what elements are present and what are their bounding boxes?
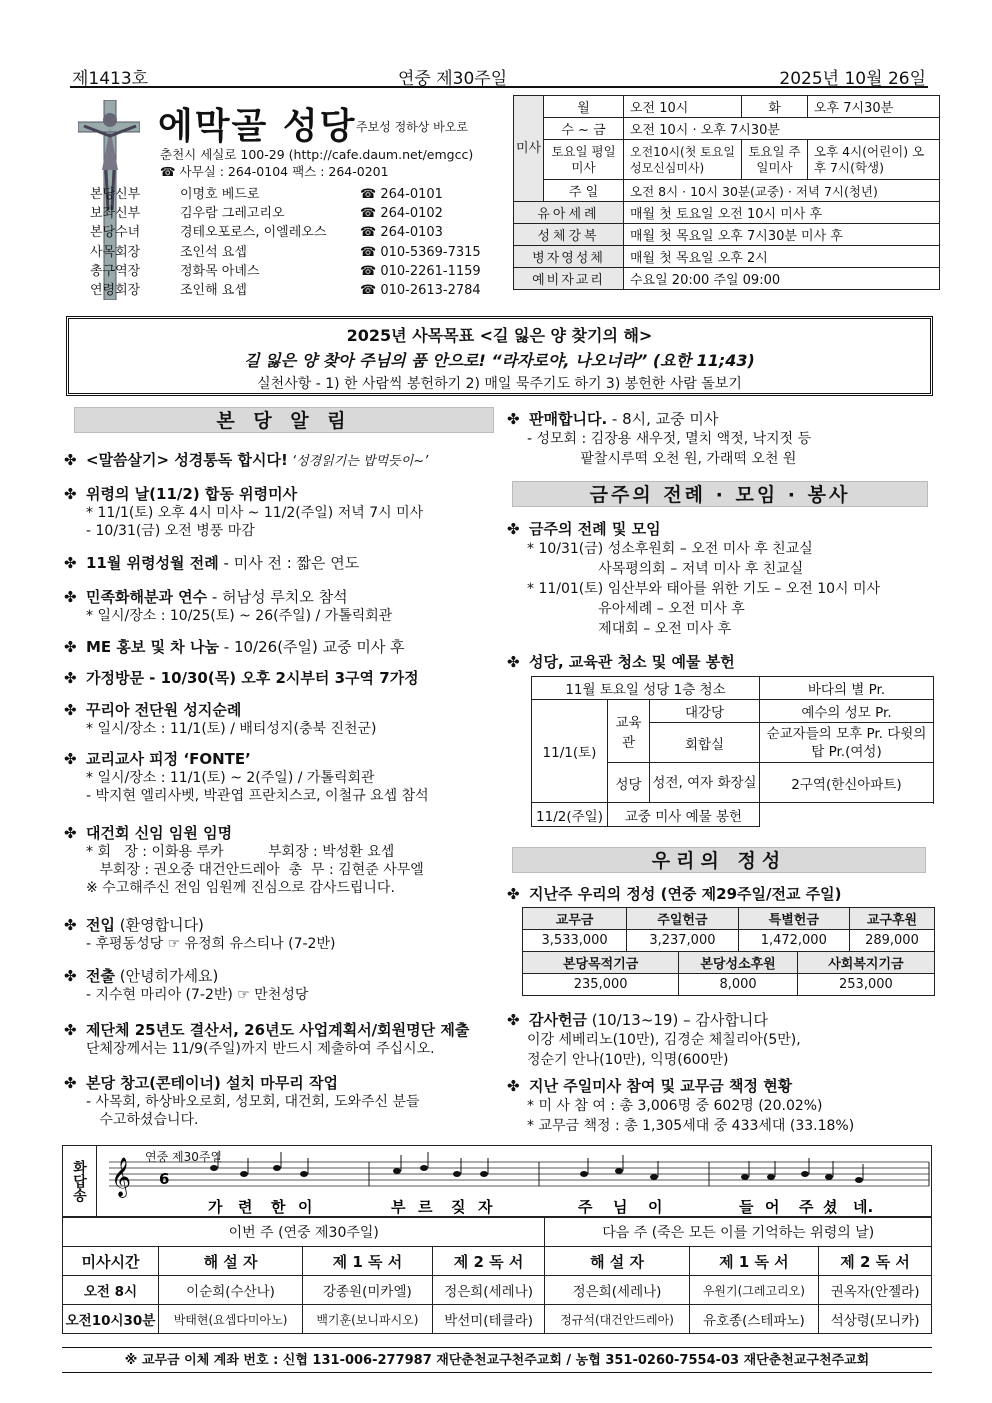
- lector-cell: 권옥자(안젤라): [819, 1276, 932, 1305]
- notice-item: [64, 1073, 494, 1129]
- parish-contact: ☎ 사무실 : 264-0104 팩스 : 264-0201: [160, 164, 389, 179]
- notice-extra: - 미사 전 : 짧은 연도: [218, 554, 360, 572]
- lyric: 한: [271, 1198, 286, 1216]
- notice-detail: - 박지현 엘리사벳, 박관엽 프란치스코, 이철규 요셉 참석: [86, 788, 429, 804]
- lyric: 어: [765, 1198, 780, 1216]
- notice-detail: * 11/01(토) 임산부와 태아를 위한 기도 – 오전 10시 미사: [527, 581, 881, 597]
- lyric: 르: [418, 1198, 433, 1216]
- cleaning-offering-label: 교중 미사 예물 봉헌: [608, 803, 760, 827]
- lector-cell: 백기훈(보니파시오): [303, 1305, 433, 1334]
- lector-cell: 우원기(그레고리오): [689, 1276, 819, 1305]
- offering-value: 253,000: [797, 974, 934, 996]
- notice-detail: - 후평동성당 ☞ 유정희 유스티나 (7-2반): [86, 936, 336, 952]
- mass-time-sun: 오전 8시 · 10시 30분(교중) · 저녁 7시(청년): [624, 180, 940, 202]
- sacrament-text: 매월 첫 토요일 오전 10시 미사 후: [624, 202, 940, 224]
- bullet-icon: ✤: [64, 669, 77, 687]
- notice-item: [64, 749, 494, 805]
- goal-practice: 실천사항 - 1) 한 사람씩 봉헌하기 2) 매일 묵주기도 하기 3) 봉헌한 사람 돌보기: [257, 376, 742, 392]
- bullet-icon: ✤: [64, 554, 77, 572]
- notice-detail: - 10/31(금) 오전 병풍 마감: [86, 523, 255, 539]
- notice-item: [507, 519, 937, 639]
- offering-value: 3,237,000: [627, 930, 738, 952]
- bullet-icon: ✤: [64, 638, 77, 656]
- lyric: 자: [478, 1198, 493, 1216]
- notice-item: [64, 587, 494, 625]
- lector-col-header: 해 설 자: [545, 1247, 689, 1276]
- lyric: 주: [799, 1198, 814, 1216]
- notice-detail: * 미 사 참 여 : 총 3,006명 중 602명 (20.02%): [527, 1098, 823, 1114]
- sacrament-text: 매월 첫 목요일 오후 2시: [624, 246, 940, 268]
- goal-motto: 길 잃은 양 찾아 주님의 품 안으로! “라자로야, 나오너라” (요한 11;43): [244, 351, 755, 370]
- notice-detail: 정순기 안나(10만), 익명(600만): [527, 1052, 729, 1068]
- lyric: 들: [739, 1198, 754, 1216]
- mass-label: 미사: [514, 96, 544, 202]
- notice-title: 11월 위령성월 전례: [86, 554, 219, 572]
- note: [615, 1168, 623, 1174]
- bullet-icon: ✤: [64, 1074, 77, 1092]
- lyric: 셨: [823, 1198, 838, 1216]
- mass-schedule-table: [513, 95, 940, 290]
- staff-row: [90, 243, 510, 262]
- offering-header: 교구후원: [849, 908, 934, 930]
- treble-clef-icon: 𝄞: [111, 1157, 132, 1197]
- bullet-icon: ✤: [64, 485, 77, 503]
- notice-title: 교리교사 피정 ‘FONTE’: [86, 750, 251, 768]
- staff-role: 총구역장: [90, 263, 141, 279]
- lector-col-header: 제 1 독 서: [689, 1247, 819, 1276]
- note: [240, 1171, 248, 1177]
- mass-time-tue: 오후 7시30분: [808, 96, 940, 118]
- notice-item: [64, 484, 494, 540]
- bulletin-header: [70, 62, 928, 88]
- note: [650, 1174, 658, 1180]
- notice-title: 판매합니다.: [529, 410, 608, 428]
- footer-account: ※ 교무금 이체 계좌 번호 : 신협 131-006-277987 재단춘천교구천주교회 / 농협 351-0260-7554-03 재단춘천교구천주교회: [62, 1347, 932, 1373]
- lyric: 주: [578, 1198, 593, 1216]
- notice-item: [64, 966, 494, 1004]
- bullet-icon: ✤: [64, 701, 77, 719]
- notice-item: [507, 652, 937, 672]
- sacrament-text: 매월 첫 목요일 오후 7시30분 미사 후: [624, 224, 940, 246]
- notice-extra: - 10/26(주일) 교중 미사 후: [219, 638, 405, 656]
- staff-role: 사목회장: [90, 244, 141, 260]
- notice-item: [64, 450, 494, 472]
- lector-col-header: 제 2 독 서: [819, 1247, 932, 1276]
- cleaning-sat-label: 11월 토요일 성당 1층 청소: [532, 677, 760, 700]
- notice-detail: - 성모회 : 김장용 새우젓, 멸치 액젓, 낙지젓 등: [527, 431, 812, 447]
- parish-patron: 주보성 정하상 바오로: [356, 120, 468, 134]
- cleaning-big-hall-value: 예수의 성모 Pr.: [760, 700, 934, 723]
- issue-number: 제1413호: [72, 69, 149, 89]
- note: [210, 1165, 218, 1171]
- staff-name: 정화목 아녜스: [180, 263, 260, 279]
- notice-item: [507, 409, 937, 469]
- notice-title: 제단체 25년도 결산서, 26년도 사업계획서/회원명단 제출: [86, 1021, 470, 1039]
- notice-extra: (안녕히가세요): [114, 967, 219, 985]
- staff-tel: ☎ 010-2261-1159: [360, 263, 481, 279]
- offering-value: 3,533,000: [523, 930, 627, 952]
- section-liturgy: 금주의 전례 · 모임 · 봉사: [512, 481, 928, 507]
- sacrament-label: 병자영성체: [514, 246, 624, 268]
- mass-time-mon: 오전 10시: [624, 96, 742, 118]
- lector-cell: 박태현(요셉다미아노): [159, 1305, 303, 1334]
- offering-header: 특별헌금: [738, 908, 849, 930]
- staff-tel: ☎ 264-0103: [360, 225, 443, 241]
- mass-day-sat: 토요일 평일미사: [544, 140, 624, 180]
- section-offering: 우리의 정성: [512, 847, 926, 873]
- note: [741, 1174, 749, 1180]
- staff-name: 김우람 그레고리오: [180, 206, 285, 222]
- notice-extra: - 8시, 교중 미사: [607, 410, 719, 428]
- notice-item: [64, 823, 494, 897]
- lyric: 이: [648, 1198, 663, 1216]
- sacrament-label: 성체강복: [514, 224, 624, 246]
- offering-value: 289,000: [849, 930, 934, 952]
- lector-cell: 강종원(미카엘): [303, 1276, 433, 1305]
- notice-detail: 유아세례 – 오전 미사 후: [527, 601, 745, 617]
- notice-detail: 사목평의회 – 저녁 미사 후 친교실: [527, 561, 804, 577]
- bullet-icon: ✤: [64, 451, 77, 469]
- staff-name: 이명호 베드로: [180, 187, 260, 202]
- cleaning-date1: 11/1(토): [532, 700, 608, 803]
- note: [300, 1171, 308, 1177]
- offering-value: 8,000: [679, 974, 797, 996]
- notice-detail: ※ 수고해주신 전임 임원께 진심으로 감사드립니다.: [86, 880, 395, 896]
- notice-item: [64, 1020, 494, 1058]
- lector-cell: 정은희(세레나): [432, 1276, 545, 1305]
- notice-detail: 수고하셨습니다.: [86, 1112, 199, 1128]
- notice-title: 금주의 전례 및 모임: [529, 520, 661, 538]
- notice-title: 전입: [86, 916, 115, 934]
- notice-detail: * 일시/장소 : 10/25(토) ~ 26(주일) / 가톨릭회관: [86, 608, 393, 624]
- notice-title: 위령의 날(11/2) 합동 위령미사: [86, 485, 298, 503]
- bullet-icon: ✤: [64, 967, 77, 985]
- note: [580, 1171, 588, 1177]
- notice-title: 성당, 교육관 청소 및 예물 봉헌: [529, 653, 735, 671]
- notice-detail: * 10/31(금) 성소후원회 – 오전 미사 후 친교실: [527, 541, 813, 557]
- staff-tel: ☎ 010-2613-2784: [360, 282, 481, 298]
- notice-detail: - 지수현 마리아 (7-2반) ☞ 만천성당: [86, 987, 309, 1003]
- notice-detail: * 일시/장소 : 11/1(토) / 배티성지(충북 진천군): [86, 721, 377, 737]
- cleaning-table: [531, 676, 934, 827]
- note: [480, 1171, 488, 1177]
- lyric: 네.: [853, 1198, 874, 1216]
- notice-item: [507, 884, 937, 904]
- mass-time-cell: 오전10시30분: [63, 1305, 159, 1334]
- staff-role: 본당수녀: [90, 225, 141, 241]
- issue-date: 2025년 10월 26일: [779, 69, 926, 89]
- cleaning-meeting-room: 회합실: [650, 723, 760, 763]
- staff-tel: ☎ 010-5369-7315: [360, 244, 481, 260]
- notice-extra: (환영합니다): [114, 916, 204, 934]
- staff-row: [90, 262, 510, 281]
- notice-item: [64, 915, 494, 953]
- note: [825, 1174, 833, 1180]
- parish-name: 에막골 성당: [158, 106, 357, 147]
- sacrament-label: 유아세례: [514, 202, 624, 224]
- notice-item: [507, 1076, 937, 1136]
- cleaning-sanctuary: 성전, 여자 화장실: [650, 763, 760, 803]
- notice-detail: 이강 세베리노(10만), 김경순 체칠리아(5만),: [527, 1032, 801, 1048]
- lector-col-header: 제 2 독 서: [432, 1247, 545, 1276]
- notice-detail: 단체장께서는 11/9(주일)까지 반드시 제출하여 주십시오.: [86, 1041, 435, 1057]
- lyric: 련: [238, 1198, 253, 1216]
- staff-row: [90, 281, 510, 300]
- notice-detail: - 사목회, 하상바오로회, 성모회, 대건회, 도와주신 분들: [86, 1094, 420, 1110]
- offering-table: [522, 907, 935, 996]
- cleaning-edu: 교육관: [608, 700, 650, 763]
- bullet-icon: ✤: [64, 588, 77, 606]
- goal-title: 2025년 사목목표 <길 잃은 양 찾기의 해>: [346, 326, 653, 345]
- lector-col-header: 제 1 독 서: [303, 1247, 433, 1276]
- lector-col-header: 미사시간: [63, 1247, 159, 1276]
- bullet-icon: ✤: [507, 410, 520, 428]
- offering-value: 1,472,000: [738, 930, 849, 952]
- notice-title: 대건회 신임 임원 임명: [86, 824, 233, 842]
- staff-tel: ☎ 264-0102: [360, 206, 443, 222]
- staff-name: 조인석 요셉: [180, 244, 247, 260]
- lector-cell: 석상령(모니카): [819, 1305, 932, 1334]
- notice-extra: - 허남성 루치오 참석: [207, 588, 348, 606]
- offering-header: 본당목적기금: [523, 952, 679, 974]
- mass-day-satv: 토요일 주일미사: [742, 140, 808, 180]
- staff-row: [90, 185, 510, 204]
- offering-header: 주일헌금: [627, 908, 738, 930]
- notice-title: <말씀살기> 성경통독 합시다!: [86, 451, 288, 469]
- bullet-icon: ✤: [507, 1011, 520, 1029]
- bullet-icon: ✤: [64, 824, 77, 842]
- sacrament-text: 수요일 20:00 주일 09:00: [624, 268, 940, 290]
- notice-item: [64, 668, 494, 688]
- lyric: 가: [208, 1198, 223, 1216]
- notice-title: 전출: [86, 967, 115, 985]
- note: [393, 1168, 401, 1174]
- lyric: 짖: [451, 1198, 466, 1216]
- mass-day-mon: 월: [544, 96, 624, 118]
- note: [767, 1174, 775, 1180]
- mass-time-satv: 오후 4시(어린이) 오후 7시(학생): [808, 140, 940, 180]
- svg-text:6: 6: [159, 1170, 170, 1188]
- lyric: 이: [298, 1198, 313, 1216]
- sacrament-label: 예비자교리: [514, 268, 624, 290]
- music-staff: [99, 1146, 931, 1216]
- cleaning-sat-value: 바다의 별 Pr.: [760, 677, 934, 700]
- notice-title: 본당 창고(콘테이너) 설치 마무리 작업: [86, 1074, 338, 1092]
- staff-role: 연령회장: [90, 282, 141, 298]
- staff-role: 본당신부: [90, 187, 141, 202]
- mass-day-sun: 주 일: [544, 180, 624, 202]
- lyric: 님: [613, 1198, 628, 1216]
- hymn-tempo: 연중 제30주일: [145, 1150, 223, 1164]
- note: [801, 1171, 809, 1177]
- notice-detail: * 교무금 책정 : 총 1,305세대 중 433세대 (33.18%): [527, 1118, 855, 1134]
- notice-extra: (10/13~19) – 감사합니다: [586, 1011, 768, 1029]
- bullet-icon: ✤: [64, 1021, 77, 1039]
- parish-address: 춘천시 세실로 100-29 (http://cafe.daum.net/emgcc): [160, 147, 474, 162]
- note: [273, 1165, 281, 1171]
- bullet-icon: ✤: [64, 916, 77, 934]
- cleaning-big-hall: 대강당: [650, 700, 760, 723]
- bullet-icon: ✤: [507, 885, 520, 903]
- notice-item: [64, 700, 494, 738]
- next-week-header: 다음 주 (죽은 모든 이를 기억하는 위령의 날): [545, 1218, 932, 1247]
- notice-item: [64, 637, 494, 657]
- notice-title: 지난 주일미사 참여 및 교무금 책정 현황: [529, 1077, 793, 1095]
- mass-time-cell: 오전 8시: [63, 1276, 159, 1305]
- mass-time-sat: 오전10시(첫 토요일 성모신심미사): [624, 140, 742, 180]
- lector-table: [62, 1217, 932, 1334]
- staff-role: 보좌신부: [90, 206, 141, 222]
- notice-title: ME 홍보 및 차 나눔: [86, 638, 220, 656]
- mass-time-wedfri: 오전 10시 · 오후 7시30분: [624, 118, 940, 140]
- cleaning-date2: 11/2(주일): [532, 803, 608, 827]
- mass-day-wedfri: 수 ~ 금: [544, 118, 624, 140]
- staff-tel: ☎ 264-0101: [360, 187, 443, 202]
- section-notice: 본 당 알 림: [74, 407, 494, 433]
- bullet-icon: ✤: [507, 653, 520, 671]
- notice-title: 민족화해분과 연수: [86, 588, 208, 606]
- notice-detail: * 11/1(토) 오후 4시 미사 ~ 11/2(주일) 저녁 7시 미사: [86, 505, 424, 521]
- mass-day-tue: 화: [742, 96, 808, 118]
- notice-detail: 팥찰시루떡 오천 원, 가래떡 오천 원: [527, 451, 797, 467]
- lyric: 부: [391, 1198, 406, 1216]
- responsorial-psalm: [62, 1145, 932, 1217]
- staff-list: [90, 185, 510, 300]
- staff-row: [90, 223, 510, 242]
- note: [420, 1165, 428, 1171]
- liturgical-week: 연중 제30주일: [398, 69, 508, 89]
- offering-header: 사회복지기금: [797, 952, 934, 974]
- lector-cell: 정은희(세레나): [545, 1276, 689, 1305]
- hymn-label: 화답송: [63, 1146, 97, 1216]
- notice-title: 지난주 우리의 정성 (연중 제29주일/전교 주일): [529, 885, 842, 903]
- notice-extra: ‘성경읽기는 밥먹듯이~’: [287, 454, 429, 469]
- cleaning-church: 성당: [608, 763, 650, 803]
- offering-value: 235,000: [523, 974, 679, 996]
- offering-header: 본당성소후원: [679, 952, 797, 974]
- pastoral-goal-box: [66, 316, 933, 396]
- cleaning-meeting-value: 순교자들의 모후 Pr. 다윗의 탑 Pr.(여성): [760, 723, 934, 763]
- lector-cell: 박선미(테클라): [432, 1305, 545, 1334]
- bullet-icon: ✤: [507, 1077, 520, 1095]
- this-week-header: 이번 주 (연중 제30주일): [63, 1218, 545, 1247]
- bullet-icon: ✤: [507, 520, 520, 538]
- notice-detail: * 일시/장소 : 11/1(토) ~ 2(주일) / 가톨릭회관: [86, 770, 375, 786]
- lector-col-header: 해 설 자: [159, 1247, 303, 1276]
- notice-title: 가정방문 - 10/30(목) 오후 2시부터 3구역 7가정: [86, 669, 419, 687]
- notice-item: [64, 553, 494, 573]
- lector-cell: 정규석(대건안드레아): [545, 1305, 689, 1334]
- note: [453, 1171, 461, 1177]
- notice-title: 감사헌금: [529, 1011, 587, 1029]
- parish-address-block: [160, 146, 473, 180]
- notice-detail: 제대회 – 오전 미사 후: [527, 621, 732, 637]
- staff-row: [90, 204, 510, 223]
- lector-cell: 이순희(수산나): [159, 1276, 303, 1305]
- notice-detail: * 회 장 : 이화용 루카 부회장 : 박성환 요셉: [86, 844, 395, 860]
- notice-detail: 부회장 : 권오중 대건안드레아 총 무 : 김현준 사무엘: [86, 862, 424, 878]
- cleaning-sanctuary-value: 2구역(한신아파트): [760, 763, 934, 803]
- offering-header: 교무금: [523, 908, 627, 930]
- lector-cell: 유호종(스테파노): [689, 1305, 819, 1334]
- staff-name: 조인해 요셉: [180, 282, 247, 298]
- staff-name: 경테오포로스, 이엘레오스: [180, 225, 327, 241]
- bullet-icon: ✤: [64, 750, 77, 768]
- notice-title: 꾸리아 전단원 성지순례: [86, 701, 242, 719]
- notice-item: [507, 1010, 937, 1070]
- note: [855, 1177, 863, 1183]
